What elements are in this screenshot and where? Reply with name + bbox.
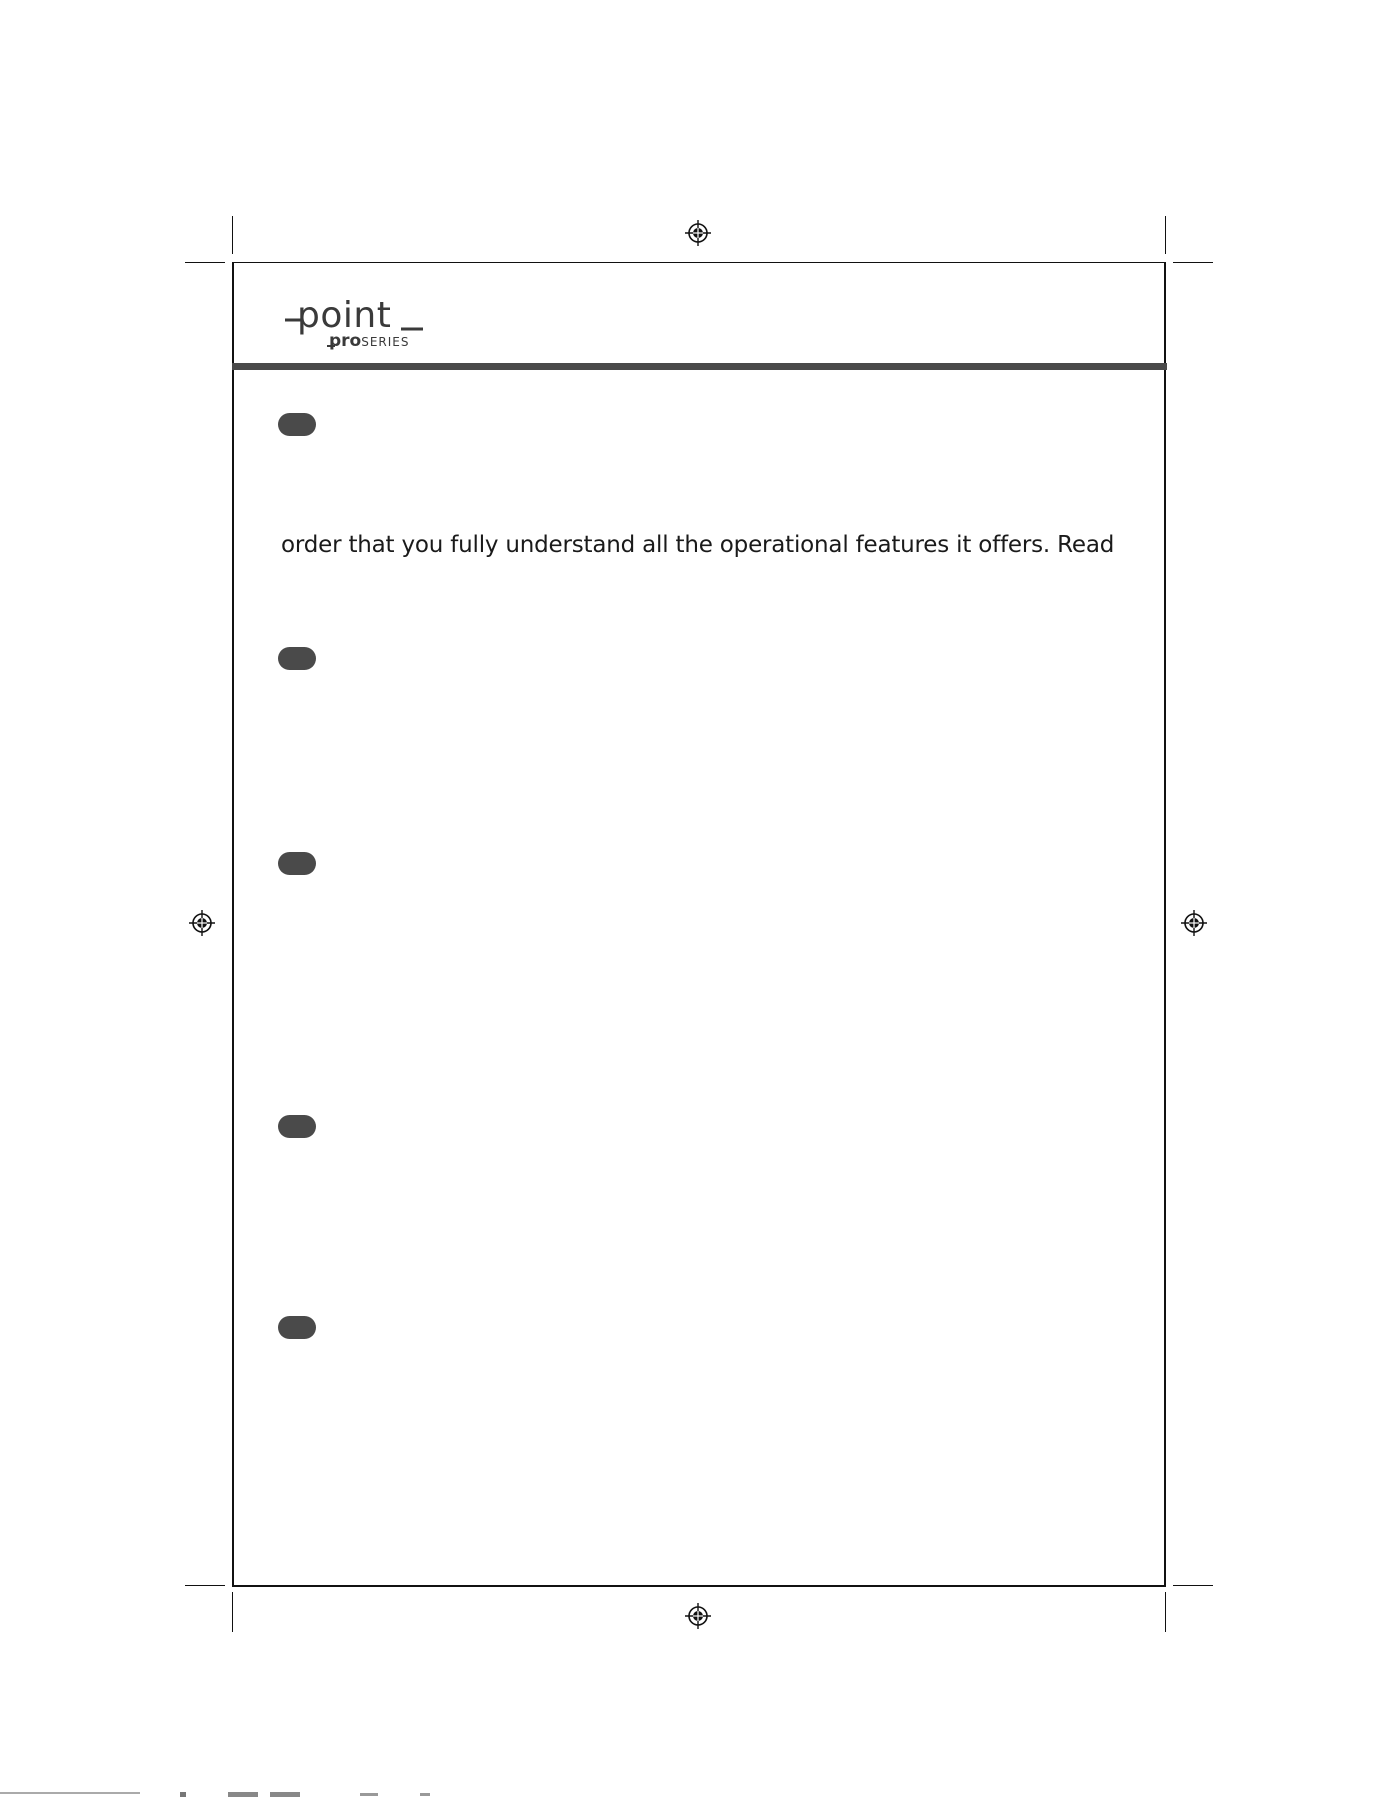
language-tab-4 bbox=[278, 1115, 316, 1138]
page-frame-top bbox=[232, 262, 1166, 263]
logo-pro: pro bbox=[329, 331, 362, 351]
registration-mark-right-icon bbox=[1181, 910, 1207, 936]
language-tab-5 bbox=[278, 1316, 316, 1339]
crop-mark-left-bottom bbox=[185, 1585, 225, 1586]
crop-mark-top-left bbox=[232, 216, 233, 254]
logo-wordmark: point bbox=[297, 295, 392, 336]
language-tab-2 bbox=[278, 647, 316, 670]
page-frame-bottom bbox=[232, 1585, 1166, 1587]
page-frame-right bbox=[1164, 262, 1166, 1587]
brand-logo bbox=[285, 296, 435, 358]
crop-mark-right-bottom bbox=[1173, 1585, 1213, 1586]
language-tab-1 bbox=[278, 413, 316, 436]
page-frame-left bbox=[232, 262, 234, 1587]
crop-mark-top-right bbox=[1165, 216, 1166, 254]
registration-mark-top-icon bbox=[685, 220, 711, 246]
crop-mark-right-top bbox=[1173, 262, 1213, 263]
header-rule bbox=[232, 363, 1167, 370]
registration-mark-bottom-icon bbox=[685, 1603, 711, 1629]
crop-mark-bottom-right bbox=[1165, 1592, 1166, 1632]
logo-series: SERIES bbox=[361, 335, 410, 349]
crop-mark-bottom-left bbox=[232, 1592, 233, 1632]
crop-mark-left-top bbox=[185, 262, 225, 263]
print-slug-strip bbox=[0, 1792, 1399, 1799]
registration-mark-left-icon bbox=[189, 910, 215, 936]
logo-subtitle bbox=[329, 332, 410, 351]
language-tab-3 bbox=[278, 852, 316, 875]
body-text-line: order that you fully understand all the operational features it offers. Read bbox=[281, 532, 1115, 558]
